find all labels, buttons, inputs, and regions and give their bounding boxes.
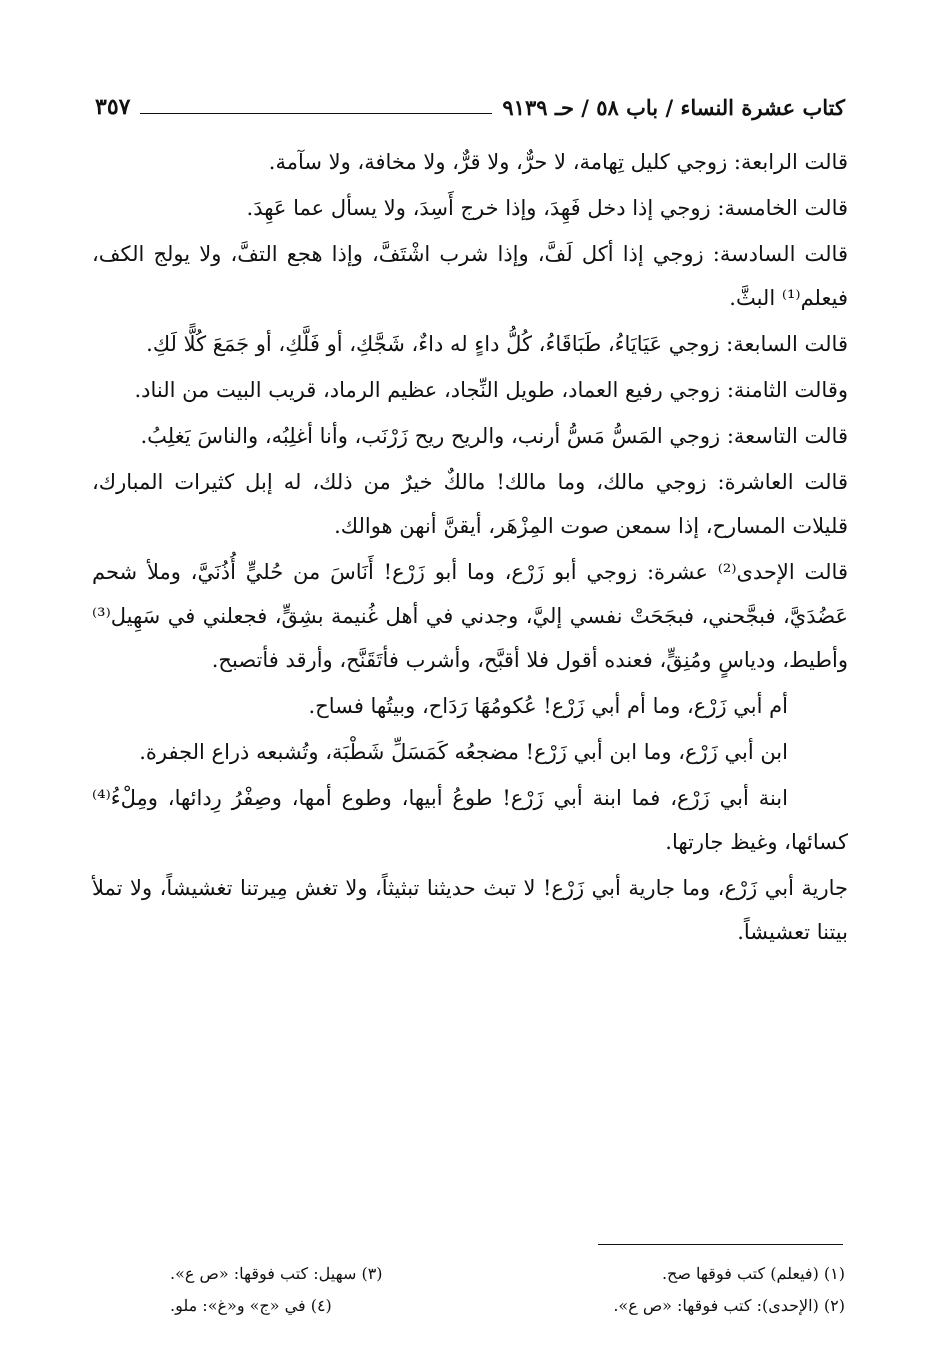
page-number: ٣٥٧	[95, 94, 131, 120]
running-head-rule	[140, 113, 492, 114]
paragraph-son: ابن أبي زَرْع، وما ابن أبي زَرْع! مضجعُه كَمَسَلِّ شَطْبَة، وتُشبعه ذراع الجفرة.	[139, 740, 788, 764]
main-text	[92, 140, 848, 956]
footnote-1: (١) (فيعلم) كتب فوقها صح.	[661, 1264, 845, 1283]
footnote-3: (٣) سهيل: كتب فوقها: «ص ع».	[170, 1264, 383, 1283]
paragraph-eleventh: قالت الإحدى⁽²⁾ عشرة: زوجي أبو زَرْع، وما أبو زَرْع! أَنَاسَ من حُليٍّ أُذُنَيَّ، وملأ شحم عَضُدَيَّ، فبجَّحني، فبجَحَتْ نفسي إليَّ، وجدني في أهل غُنيمة بشِقٍّ، فجعلني في سَهِيل⁽³⁾ وأطيط، ودياسٍ ومُنِقٍّ، فعنده أقول فلا أقبَّح، وأشرب فأتَقَنَّح، وأرقد فأتصبح.	[92, 560, 848, 672]
footnote-rule	[598, 1244, 843, 1245]
paragraph-seventh: قالت السابعة: زوجي عَيَايَاءُ، طَبَاقَاءُ، كُلُّ داءٍ له داءٌ، شَجَّكِ، أو فَلَّكِ، أو جَمَعَ كُلًّا لَكِ.	[146, 332, 848, 356]
paragraph-mother: أم أبي زَرْع، وما أم أبي زَرْع! عُكومُهَا رَدَاح، وبيتُها فساح.	[308, 694, 788, 718]
paragraph-sixth: قالت السادسة: زوجي إذا أكل لَفَّ، وإذا شرب اشْتَفَّ، وإذا هجع التفَّ، ولا يولج الكف، فيعلم⁽¹⁾ البثَّ.	[92, 242, 848, 310]
paragraph-maid: جارية أبي زَرْع، وما جارية أبي زَرْع! لا تبث حديثنا تبثيثاً، ولا تغش مِيرتنا تغشيشاً، ولا تملأ بيتنا تعشيشاً.	[92, 876, 848, 944]
footnotes	[150, 1258, 845, 1322]
paragraph-ninth: قالت التاسعة: زوجي المَسُّ مَسُّ أرنب، والريح ريح زَرْنَب، وأنا أغلِبُه، والناسَ يَغلِبُ.	[140, 424, 848, 448]
paragraph-tenth: قالت العاشرة: زوجي مالك، وما مالك! مالكٌ خيرٌ من ذلك، له إبل كثيرات المبارك، قليلات المسارح، إذا سمعن صوت المِزْهَر، أيقنَّ أنهن هوالك.	[92, 470, 848, 538]
footnote-4: (٤) في «ج» و«غ»: ملو.	[170, 1296, 332, 1315]
paragraph-fourth: قالت الرابعة: زوجي كليل تِهامة، لا حرٌّ، ولا قرٌّ، ولا مخافة، ولا سآمة.	[268, 150, 848, 174]
running-head-title: كتاب عشرة النساء / باب ٥٨ / حـ ٩١٣٩	[502, 95, 845, 120]
footnote-2: (٢) (الإحدى): كتب فوقها: «ص ع».	[613, 1296, 845, 1315]
paragraph-eighth: وقالت الثامنة: زوجي رفيع العماد، طويل النِّجاد، عظيم الرماد، قريب البيت من الناد.	[134, 378, 848, 402]
paragraph-daughter: ابنة أبي زَرْع، فما ابنة أبي زَرْع! طوعُ أبيها، وطوع أمها، وصِفْرُ رِدائها، ومِلْءُ⁽⁴⁾ كسائها، وغيظ جارتها.	[92, 786, 848, 854]
running-head	[95, 82, 845, 118]
paragraph-fifth: قالت الخامسة: زوجي إذا دخل فَهِدَ، وإذا خرج أَسِدَ، ولا يسأل عما عَهِدَ.	[246, 196, 848, 220]
